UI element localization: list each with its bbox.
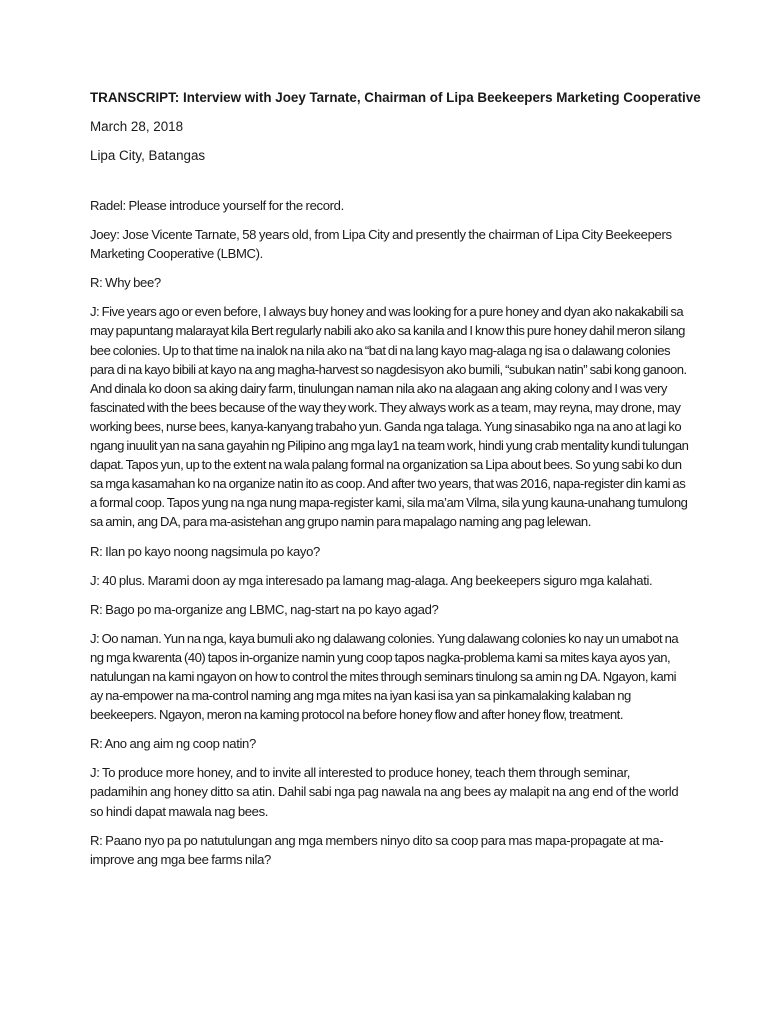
transcript-paragraph: J: 40 plus. Marami doon ay mga interesado pa lamang mag-alaga. Ang beekeepers siguro mga kalahati. bbox=[90, 572, 653, 588]
transcript-paragraph: R: Ilan po kayo noong nagsimula po kayo? bbox=[90, 543, 320, 559]
transcript-paragraph: R: Ano ang aim ng coop natin? bbox=[90, 736, 256, 752]
document-title: TRANSCRIPT: Interview with Joey Tarnate, Chairman of Lipa Beekeepers Marketing Cooperative bbox=[90, 90, 701, 105]
transcript-paragraph: Joey: Jose Vicente Tarnate, 58 years old, from Lipa City and presently the chairman of Lipa City Beekeepers Marketing Cooperative (LBMC). bbox=[90, 227, 672, 262]
transcript-paragraph: J: Five years ago or even before, I always buy honey and was looking for a pure honey and dyan ako nakakabili sa may papuntang malarayat kila Bert regularly nabili ako ako sa kanila and I know this pure honey dahil meron silang bee colonies. Up to that time na inalok na nila ako na “bat di na lang kayo mag-alaga ng isa o dalawang colonies para di na kayo bibili at kayo na ang magha-harvest so nagdesisyon ako bumili, “subukan natin” sabi kong ganoon. And dinala ko doon sa aking dairy farm, tinulungan naman nila ako na alagaan ang aking colony and I was very fascinated with the bees because of the way they work. They always work as a team, may reyna, may drone, may working bees, nurse bees, kanya-kanyang trabaho yun. Ganda nga talaga. Yung sinasabiko nga na ano at lagi ko ngang inuulit yan na sana gayahin ng Pilipino ang mga lay1 na team work, hindi yung crab mentality kundi tulungan dapat. Tapos yun, up to the extent na wala palang formal na organization sa Lipa about bees. So yung sabi ko dun sa mga kasamahan ko na organize natin ito as coop. And after two years, that was 2016, napa-register din kami as a formal coop. Tapos yung na nga nung mapa-register kami, sila ma’am Vilma, sila yung kauna-unahang tumulong sa amin, ang DA, para ma-asistehan ang grupo namin para mapalago naming ang pag lelewan. bbox=[90, 304, 689, 530]
document-page bbox=[90, 88, 701, 879]
transcript-paragraph: J: To produce more honey, and to invite all interested to produce honey, teach them through seminar, padamihin ang honey ditto sa atin. Dahil sabi nga pag nawala na ang bees ay malapit na ang end of the world so hindi dapat mawala nag bees. bbox=[90, 765, 679, 819]
document-date: March 28, 2018 bbox=[90, 119, 184, 134]
document-location: Lipa City, Batangas bbox=[90, 148, 206, 163]
transcript-paragraph: R: Bago po ma-organize ang LBMC, nag-start na po kayo agad? bbox=[90, 601, 439, 617]
transcript-paragraph: R: Why bee? bbox=[90, 275, 161, 291]
transcript-paragraph: Radel: Please introduce yourself for the record. bbox=[90, 198, 344, 213]
transcript-paragraph: J: Oo naman. Yun na nga, kaya bumuli ako ng dalawang colonies. Yung dalawang colonies ko nay un umabot na ng mga kwarenta (40) tapos in-organize namin yung coop tapos nagka-problema kami sa mites kaya ayos yan, natulungan na kami ngayon on how to control the mites through seminars tinulong sa amin ng DA. Ngayon, kami ay na-empower na ma-control naming ang mga mites na iyan kasi isa yan sa pinkamalaking kalaban ng beekeepers. Ngayon, meron na kaming protocol na before honey flow and after honey flow, treatment. bbox=[90, 630, 679, 723]
transcript-paragraph: R: Paano nyo pa po natutulungan ang mga members ninyo dito sa coop para mas mapa-propagate at ma-improve ang mga bee farms nila? bbox=[90, 832, 664, 867]
